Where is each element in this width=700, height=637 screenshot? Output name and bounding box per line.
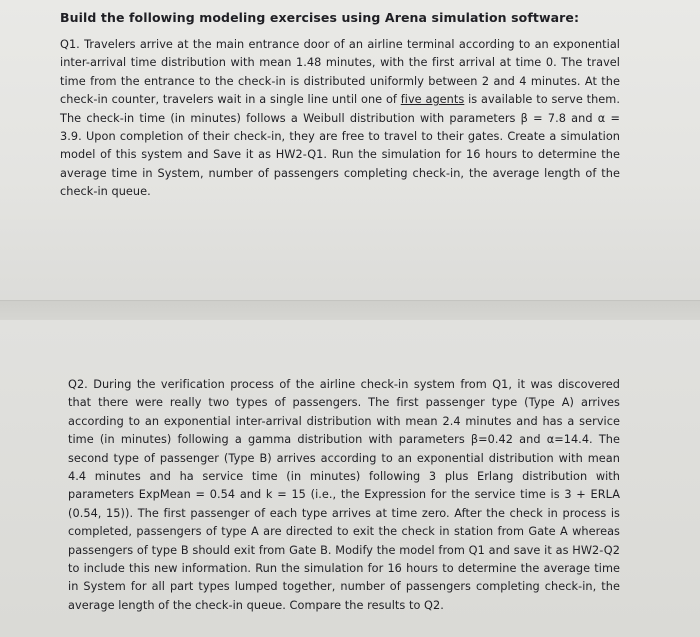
question-1-underlined-text: five agents: [400, 93, 465, 107]
question-2-number: Q2.: [68, 378, 88, 391]
assignment-heading: Build the following modeling exercises using Arena simulation software:: [60, 10, 580, 25]
question-1-number: Q1.: [60, 38, 80, 51]
question-2-text: During the verification process of the airline check-in system from Q1, it was discovered that there were really two types of passengers. The first passenger type (Type A) arrives according to an exponential inter-arrival distribution with mean 2.4 minutes and has a service time (in minutes) following a gamma distribution with parameters β=0.42 and α=14.4. The second type of passenger (Type B) arrives according to an exponential distribution with mean 4.4 minutes and ha service time (in minutes) following 3 plus Erlang distribution with parameters ExpMean = 0.54 and k = 15 (i.e., the Expression for the service time is 3 + ERLA (0.54, 15)). The first passenger of each type arrives at time zero. After the check in process is completed, passengers of type A are directed to exit the check in station from Gate A whereas passengers of type B should exit from Gate B. Modify the model from Q1 and save it as HW2-Q2 to include this new information. Run the simulation for 16 hours to determine the average time in System for all part types lumped together, number of passengers completing check-in, the average length of the check-in queue. Compare the results to Q2.: [68, 378, 620, 612]
question-1-text-part1: Travelers arrive at the main entrance door of an airline terminal according to an exponential inter-arrival time distribution with mean 1.48 minutes, with the first arrival at time 0. The travel time from the entrance to the check-in is distributed uniformly between 2 and 4 minutes. At the check-in counter, travelers wait in a single line until one of: [60, 38, 620, 107]
question-1-text-part2: is available to serve them. The check-in time (in minutes) follows a Weibull distribution with parameters β = 7.8 and α = 3.9. Upon completion of their check-in, they are free to travel to their gates. Create a simulation model of this system and Save it as HW2-Q1. Run the simulation for 16 hours to determine the average time in System, number of passengers completing check-in, the average length of the check-in queue.: [60, 93, 620, 199]
question-2: [68, 376, 620, 615]
page-divider: [0, 300, 700, 321]
question-1: [60, 36, 620, 202]
